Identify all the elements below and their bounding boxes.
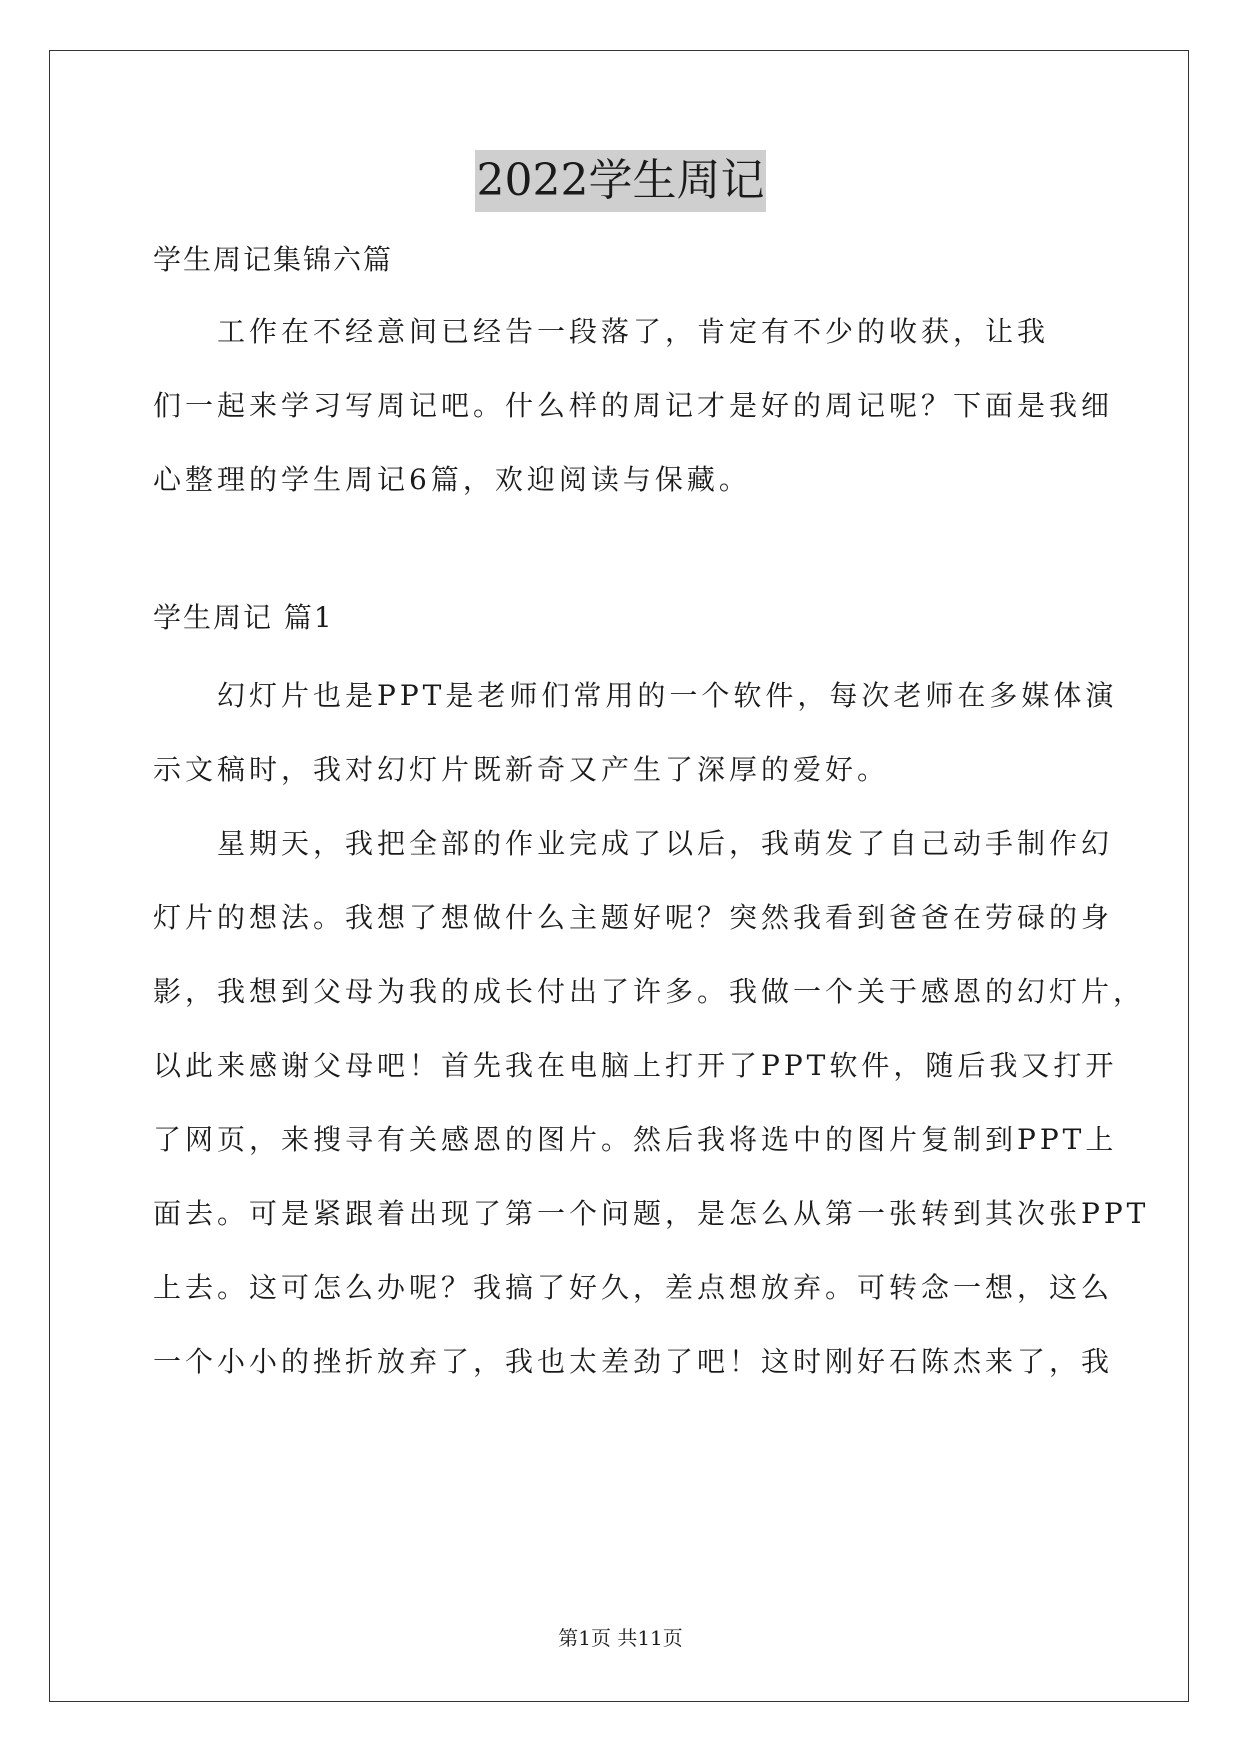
intro-line: 们一起来学习写周记吧。什么样的周记才是好的周记呢？下面是我细 (153, 389, 1114, 422)
body-line: 了网页，来搜寻有关感恩的图片。然后我将选中的图片复制到PPT上 (153, 1123, 1118, 1156)
body-line: 幻灯片也是PPT是老师们常用的一个软件，每次老师在多媒体演 (153, 679, 1118, 712)
body-line: 星期天，我把全部的作业完成了以后，我萌发了自己动手制作幻 (153, 827, 1114, 860)
body-line: 以此来感谢父母吧！首先我在电脑上打开了PPT软件，随后我又打开 (153, 1049, 1118, 1082)
page-footer: 第1页 共11页 (558, 1626, 683, 1650)
body-line: 灯片的想法。我想了想做什么主题好呢？突然我看到爸爸在劳碌的身 (153, 901, 1114, 934)
intro-line: 工作在不经意间已经告一段落了，肯定有不少的收获，让我 (153, 315, 1050, 348)
body-line: 上去。这可怎么办呢？我搞了好久，差点想放弃。可转念一想，这么 (153, 1271, 1114, 1304)
document-title (0, 150, 1241, 212)
section-heading: 学生周记 篇1 (153, 601, 334, 634)
document-subtitle: 学生周记集锦六篇 (153, 243, 394, 276)
body-line: 示文稿时，我对幻灯片既新奇又产生了深厚的爱好。 (153, 753, 890, 786)
document-title-text: 2022学生周记 (475, 150, 767, 212)
intro-line: 心整理的学生周记6篇，欢迎阅读与保藏。 (153, 463, 751, 496)
body-line: 一个小小的挫折放弃了，我也太差劲了吧！这时刚好石陈杰来了，我 (153, 1345, 1114, 1378)
body-line: 影，我想到父母为我的成长付出了许多。我做一个关于感恩的幻灯片， (153, 975, 1146, 1008)
page-border (49, 50, 1189, 1702)
body-line: 面去。可是紧跟着出现了第一个问题，是怎么从第一张转到其次张PPT (153, 1197, 1150, 1230)
